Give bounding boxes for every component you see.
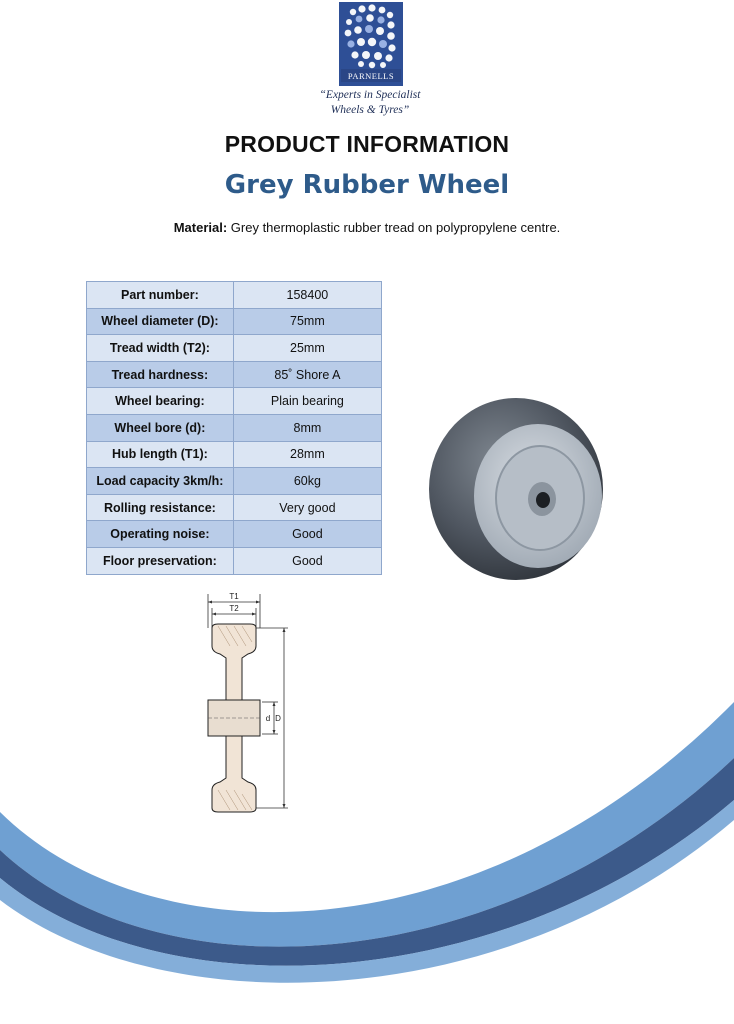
table-row [87,521,382,548]
spec-label: Load capacity 3km/h: [87,468,234,495]
spec-label: Tread width (T2): [87,335,234,362]
spec-value: Good [233,521,381,548]
spec-label: Floor preservation: [87,547,234,574]
parnells-logo [339,2,403,86]
table-row [87,414,382,441]
table-row [87,547,382,574]
spec-value: 158400 [233,282,381,309]
table-row [87,282,382,309]
spec-value: Very good [233,494,381,521]
spec-value: 8mm [233,414,381,441]
spec-value: Plain bearing [233,388,381,415]
spec-label: Tread hardness: [87,361,234,388]
table-row [87,388,382,415]
spec-label: Wheel diameter (D): [87,308,234,335]
dim-d-small: d [265,714,271,723]
spec-label: Hub length (T1): [87,441,234,468]
spec-value: 25mm [233,335,381,362]
spec-value: 28mm [233,441,381,468]
material-line [0,220,734,235]
table-row [87,308,382,335]
section-tread-top [212,624,256,700]
table-row [87,441,382,468]
spec-table [86,281,382,575]
spec-label: Rolling resistance: [87,494,234,521]
spec-label: Wheel bore (d): [87,414,234,441]
spec-value: 75mm [233,308,381,335]
logo-tagline [270,88,470,118]
spec-value: 60kg [233,468,381,495]
logo-brand: PARNELLS [347,71,395,81]
spec-label: Part number: [87,282,234,309]
dim-d-large: D [275,714,281,723]
tagline-line2: Wheels & Tyres” [330,104,410,116]
material-label: Material: [173,220,228,235]
product-title: Grey Rubber Wheel [224,170,510,200]
dim-t2: T2 [229,604,239,613]
dim-t1: T1 [229,592,239,601]
table-row [87,468,382,495]
wheel-bore [536,492,550,508]
decorative-swoosh [0,700,734,1024]
spec-label: Wheel bearing: [87,388,234,415]
spec-value: 85˚ Shore A [233,361,381,388]
material-text: Grey thermoplastic rubber tread on polypropylene centre. [227,220,561,235]
spec-label: Operating noise: [87,521,234,548]
wheel-photo [426,394,606,584]
page-heading: PRODUCT INFORMATION [224,131,510,157]
table-row [87,361,382,388]
tagline-line1: “Experts in Specialist [319,89,421,101]
table-row [87,335,382,362]
spec-value: Good [233,547,381,574]
table-row [87,494,382,521]
